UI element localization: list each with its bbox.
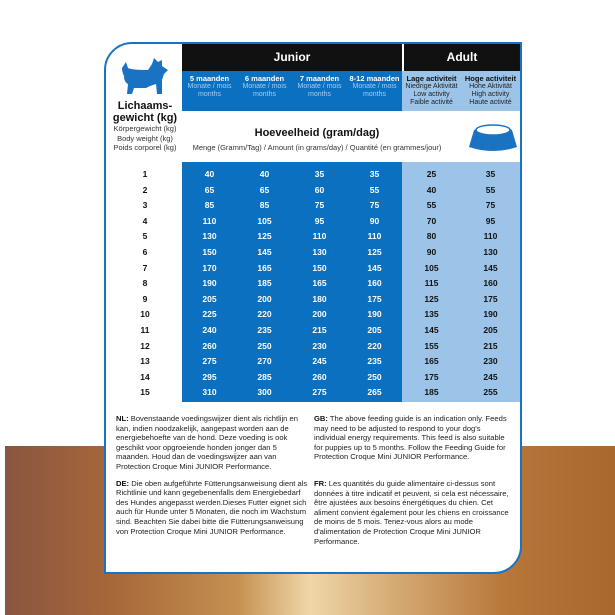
cell-high: 145 [483, 262, 498, 273]
cell-j5: 170 [202, 262, 217, 273]
cell-j5: 240 [202, 324, 217, 335]
cell-kg: 11 [140, 324, 150, 335]
cell-high: 55 [485, 184, 496, 195]
cell-j812: 145 [367, 262, 382, 273]
cell-j5: 225 [202, 309, 217, 320]
cell-high: 205 [483, 324, 498, 335]
cell-j812: 35 [369, 169, 380, 179]
note-gb [314, 414, 514, 462]
cell-low: 105 [424, 262, 439, 273]
cell-j5: 275 [202, 356, 217, 367]
col-line2: Monate / mois [297, 83, 342, 90]
cell-j812: 75 [369, 200, 380, 211]
table-row [106, 323, 520, 339]
note-fr-code: FR: [314, 478, 327, 488]
weight-header-nl-line2: gewicht (kg) [112, 112, 178, 124]
cell-high: 215 [483, 340, 498, 351]
table-row [106, 354, 520, 370]
junior-col-7m [292, 75, 347, 99]
dog-silhouette-icon [118, 54, 170, 96]
note-de-text: Die oben aufgeführte Fütterungsanweisung dient als Richtlinie und kann gegebenenfalls dem Energiebedarf des Hundes angepasst werden.Dieses Futter eignet sich auch für Hunde unter 5 Monaten, die noch im Wachstum sind. Beachten Sie dabei bitte die Fütterungsanweisung von Protection Croque Mini JUNIOR Performance. [116, 478, 308, 536]
cell-kg: 9 [142, 293, 148, 304]
table-row [106, 261, 520, 277]
cell-j7: 165 [312, 278, 327, 289]
cell-j6: 285 [257, 371, 272, 382]
col-line2: Monate / mois [242, 83, 287, 90]
note-nl-text: Bovenstaande voedingswijzer dient als richtlijn en kan, indien noodzakelijk, aangepast worden aan de energiebehoefte van de hond. Deze voeding is ook geschikt voor opgroeiende honden jonger dan 5 maanden. Houd dan de voedingswijzer aan van Protection Croque Mini JUNIOR Performance. [116, 414, 298, 471]
notes-right [314, 414, 514, 553]
quantity-title: Hoeveelheid (gram/dag) [254, 127, 380, 139]
cell-j7: 215 [312, 324, 327, 335]
cell-kg: 3 [142, 200, 148, 211]
feeding-table-rows [106, 167, 520, 401]
cell-j5: 310 [202, 387, 217, 398]
cell-j6: 250 [257, 340, 272, 351]
cell-j7: 260 [312, 371, 327, 382]
quantity-subtitle: Menge (Gramm/Tag) / Amount (in grams/day) / Quantité (en grammes/jour) [192, 143, 442, 152]
col-line3: months [363, 91, 386, 98]
cell-low: 70 [426, 215, 437, 226]
table-row [106, 245, 520, 261]
cell-low: 90 [426, 246, 437, 257]
cell-j812: 220 [367, 340, 382, 351]
cell-j7: 150 [312, 262, 327, 273]
cell-j812: 205 [367, 324, 382, 335]
cell-j7: 275 [312, 387, 327, 398]
cell-j7: 230 [312, 340, 327, 351]
cell-kg: 5 [142, 231, 148, 242]
cell-j7: 110 [312, 231, 327, 242]
cell-j6: 40 [259, 169, 270, 179]
cell-j7: 200 [312, 309, 327, 320]
note-gb-code: GB: [314, 414, 328, 423]
cell-j812: 160 [367, 278, 382, 289]
cell-j6: 105 [257, 215, 272, 226]
table-row [106, 307, 520, 323]
cell-high: 35 [485, 169, 496, 179]
note-de [116, 479, 312, 537]
note-nl [116, 414, 312, 472]
cell-j7: 35 [314, 169, 325, 179]
col-title: Hoge activiteit [464, 74, 517, 83]
weight-column-header [106, 100, 184, 153]
col-title: 8-12 maanden [349, 74, 400, 83]
cell-j7: 180 [312, 293, 327, 304]
adult-header: Adult [446, 50, 478, 64]
cell-kg: 8 [142, 278, 148, 289]
cell-kg: 10 [140, 309, 150, 320]
col-title: 7 maanden [299, 74, 340, 83]
table-row [106, 183, 520, 199]
weight-header-de: Körpergewicht (kg) [113, 124, 177, 133]
cell-high: 230 [483, 356, 498, 367]
cell-kg: 15 [140, 387, 150, 398]
cell-j6: 65 [259, 184, 270, 195]
note-fr-text: Les quantités du guide alimentaire ci-dessus sont données à titre indicatif et peuvent, si cela est nécessaire, être ajustées aux besoins énergétiques du chien. Cet aliment convient également pour les chiens en croissance de moins de 5 mois. Tenez-vous alors au mode d'alimentation de Protection Croque Mini JUNIOR Performance. [314, 478, 509, 546]
cell-high: 255 [483, 387, 498, 398]
cell-low: 155 [424, 340, 439, 351]
table-row [106, 214, 520, 230]
table-row [106, 292, 520, 308]
cell-low: 165 [424, 356, 439, 367]
cell-j5: 40 [204, 169, 215, 179]
cell-low: 185 [424, 387, 439, 398]
cell-high: 175 [483, 293, 498, 304]
cell-j812: 110 [367, 231, 382, 242]
cell-j812: 235 [367, 356, 382, 367]
col-fr: Faible activité [410, 99, 453, 106]
cell-j812: 55 [369, 184, 380, 195]
cell-j812: 175 [367, 293, 382, 304]
cell-high: 190 [483, 309, 498, 320]
table-row [106, 229, 520, 245]
cell-j6: 270 [257, 356, 272, 367]
table-row [106, 198, 520, 214]
junior-subheader [182, 71, 402, 111]
col-title: 5 maanden [189, 74, 230, 83]
cell-j5: 110 [202, 215, 217, 226]
cell-kg: 12 [140, 340, 150, 351]
cell-j6: 85 [259, 200, 270, 211]
food-bowl-icon [468, 121, 518, 153]
cell-j812: 250 [367, 371, 382, 382]
cell-kg: 13 [140, 356, 150, 367]
adult-subheader [402, 71, 520, 111]
cell-j5: 150 [202, 246, 217, 257]
cell-j6: 145 [257, 246, 272, 257]
feeding-guide-card [104, 42, 522, 574]
cell-low: 115 [424, 278, 439, 289]
adult-col-low [402, 75, 461, 107]
cell-j6: 200 [257, 293, 272, 304]
cell-low: 125 [424, 293, 439, 304]
cell-kg: 4 [142, 215, 148, 226]
table-row [106, 385, 520, 401]
cell-kg: 2 [142, 184, 148, 195]
col-en: Low activity [413, 91, 450, 98]
col-de: Hohe Aktivität [469, 83, 512, 90]
cell-j6: 220 [257, 309, 272, 320]
cell-kg: 1 [142, 169, 148, 179]
junior-header: Junior [273, 50, 311, 64]
cell-low: 175 [424, 371, 439, 382]
cell-j5: 130 [202, 231, 217, 242]
cell-high: 160 [483, 278, 498, 289]
cell-kg: 14 [140, 371, 150, 382]
cell-kg: 6 [142, 246, 148, 257]
cell-low: 135 [424, 309, 439, 320]
cell-j7: 75 [314, 200, 325, 211]
table-row [106, 339, 520, 355]
col-en: High activity [471, 91, 510, 98]
cell-j5: 295 [202, 371, 217, 382]
weight-header-fr: Poids corporel (kg) [113, 143, 177, 152]
note-nl-code: NL: [116, 414, 129, 423]
cell-high: 130 [483, 246, 498, 257]
cell-low: 55 [426, 200, 437, 211]
cell-kg: 7 [142, 262, 148, 273]
cell-j5: 65 [204, 184, 215, 195]
cell-j5: 85 [204, 200, 215, 211]
cell-j812: 190 [367, 309, 382, 320]
col-fr: Haute activité [469, 99, 512, 106]
table-row [106, 167, 520, 183]
note-fr [314, 479, 514, 546]
cell-j7: 245 [312, 356, 327, 367]
col-title: Lage activiteit [406, 74, 457, 83]
table-row [106, 370, 520, 386]
junior-col-6m [237, 75, 292, 99]
adult-col-high [461, 75, 520, 107]
table-row [106, 276, 520, 292]
col-line3: months [253, 91, 276, 98]
col-line2: Monate / mois [187, 83, 232, 90]
cell-low: 25 [426, 169, 437, 179]
col-title: 6 maanden [244, 74, 285, 83]
cell-low: 40 [426, 184, 437, 195]
cell-low: 80 [426, 231, 437, 242]
note-gb-text: The above feeding guide is an indication only. Feeds may need to be adjusted to respond to your dog's individual energy requirements. This feed is also suitable for puppies up to 5 months. Follow the Feeding Guide for Protection Croque Mini JUNIOR Performance. [314, 414, 507, 462]
cell-high: 95 [485, 215, 496, 226]
cell-j5: 190 [202, 278, 217, 289]
cell-high: 110 [483, 231, 498, 242]
cell-j5: 205 [202, 293, 217, 304]
cell-j7: 130 [312, 246, 327, 257]
cell-j812: 265 [367, 387, 382, 398]
junior-col-5m [182, 75, 237, 99]
cell-j6: 165 [257, 262, 272, 273]
note-de-code: DE: [116, 478, 130, 488]
weight-header-nl-line1: Lichaams- [117, 100, 173, 112]
notes-left [116, 414, 312, 543]
cell-high: 245 [483, 371, 498, 382]
col-de: Niedrige Aktivität [405, 83, 458, 90]
col-line3: months [308, 91, 331, 98]
col-line3: months [198, 91, 221, 98]
cell-high: 75 [485, 200, 496, 211]
col-line2: Monate / mois [352, 83, 397, 90]
cell-j812: 125 [367, 246, 382, 257]
cell-j7: 60 [314, 184, 325, 195]
cell-j7: 95 [314, 215, 325, 226]
cell-j812: 90 [369, 215, 380, 226]
cell-j6: 235 [257, 324, 272, 335]
cell-j5: 260 [202, 340, 217, 351]
cell-low: 145 [424, 324, 439, 335]
junior-col-8-12m [347, 75, 402, 99]
quantity-header-row [182, 111, 520, 162]
weight-header-en: Body weight (kg) [117, 133, 173, 143]
cell-j6: 185 [257, 278, 272, 289]
cell-j6: 125 [257, 231, 272, 242]
cell-j6: 300 [257, 387, 272, 398]
